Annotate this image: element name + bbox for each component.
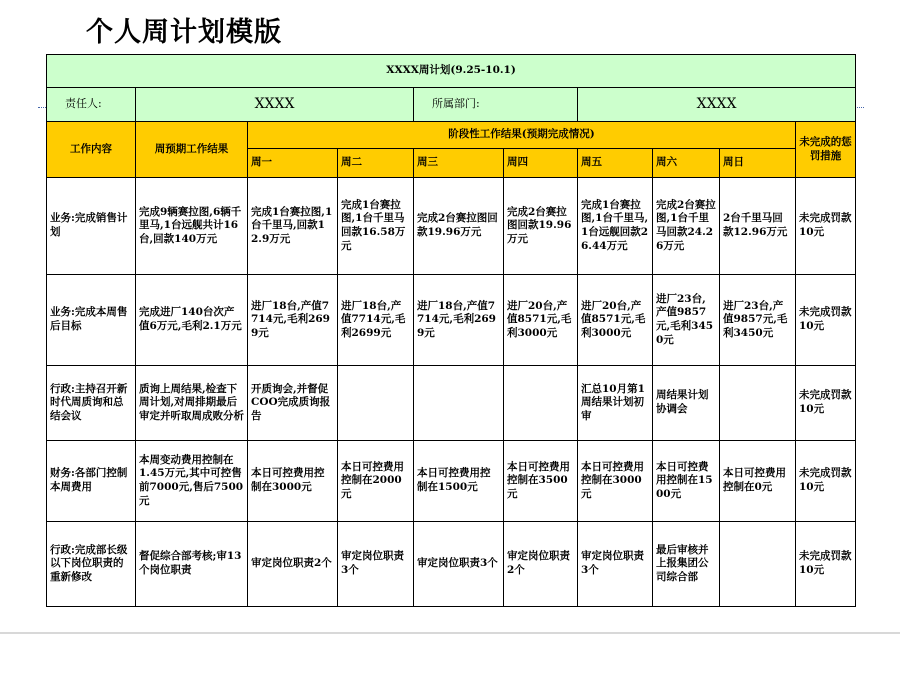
bottom-rule	[0, 632, 900, 634]
expected-cell: 督促综合部考核;审13个岗位职责	[136, 522, 248, 607]
penalty-cell: 未完成罚款10元	[796, 366, 856, 441]
weekly-plan-table	[46, 54, 856, 607]
expected-cell: 完成9辆赛拉图,6辆千里马,1台远舰共计16台,回款140万元	[136, 178, 248, 275]
day-cell: 本日可控费用控制在2000元	[338, 441, 414, 522]
day-cell: 进厂23台,产值9857元,毛利3450元	[653, 275, 720, 366]
day-cell: 进厂23台,产值9857元,毛利3450元	[720, 275, 796, 366]
day-cell: 最后审核并上报集团公司综合部	[653, 522, 720, 607]
owner-value: XXXX	[136, 88, 414, 122]
dept-value: XXXX	[578, 88, 856, 122]
header-day-thu: 周四	[504, 149, 578, 178]
expected-cell: 完成进厂140台次产值6万元,毛利2.1万元	[136, 275, 248, 366]
day-cell	[504, 366, 578, 441]
day-cell: 完成2台赛拉图回款19.96万元	[504, 178, 578, 275]
penalty-cell: 未完成罚款10元	[796, 178, 856, 275]
day-cell: 完成1台赛拉图,1台千里马,回款12.9万元	[248, 178, 338, 275]
day-cell	[338, 366, 414, 441]
work-cell: 行政:主持召开新时代周质询和总结会议	[47, 366, 136, 441]
table-row	[47, 178, 856, 275]
day-cell: 审定岗位职责2个	[248, 522, 338, 607]
day-cell: 进厂18台,产值7714元,毛利2699元	[248, 275, 338, 366]
work-cell: 财务:各部门控制本周费用	[47, 441, 136, 522]
day-cell: 进厂18台,产值7714元,毛利2699元	[414, 275, 504, 366]
day-cell: 审定岗位职责3个	[338, 522, 414, 607]
table-row	[47, 522, 856, 607]
day-cell: 本日可控费用控制在0元	[720, 441, 796, 522]
day-cell: 审定岗位职责3个	[414, 522, 504, 607]
header-day-sun: 周日	[720, 149, 796, 178]
header-penalty: 未完成的惩罚措施	[796, 122, 856, 178]
day-cell: 汇总10月第1周结果计划初审	[578, 366, 653, 441]
day-cell: 进厂18台,产值7714元,毛利2699元	[338, 275, 414, 366]
header-day-wed: 周三	[414, 149, 504, 178]
penalty-cell: 未完成罚款10元	[796, 441, 856, 522]
work-cell: 业务:完成销售计划	[47, 178, 136, 275]
day-cell: 完成1台赛拉图,1台千里马,1台远舰回款26.44万元	[578, 178, 653, 275]
day-cell: 本日可控费用控制在3000元	[578, 441, 653, 522]
header-day-tue: 周二	[338, 149, 414, 178]
header-work: 工作内容	[47, 122, 136, 178]
day-cell: 本日可控费用控制在1500元	[414, 441, 504, 522]
expected-cell: 本周变动费用控制在1.45万元,其中可控售前7000元,售后7500元	[136, 441, 248, 522]
page-title: 个人周计划模版	[86, 17, 282, 48]
day-cell: 本日可控费用控制在1500元	[653, 441, 720, 522]
day-cell: 审定岗位职责2个	[504, 522, 578, 607]
day-cell	[720, 366, 796, 441]
header-day-sat: 周六	[653, 149, 720, 178]
day-cell: 周结果计划协调会	[653, 366, 720, 441]
header-day-fri: 周五	[578, 149, 653, 178]
day-cell	[414, 366, 504, 441]
dept-label: 所属部门:	[414, 88, 578, 122]
header-stage: 阶段性工作结果(预期完成情况)	[248, 122, 796, 149]
day-cell: 完成2台赛拉图,1台千里马回款24.26万元	[653, 178, 720, 275]
day-cell: 本日可控费用控制在3000元	[248, 441, 338, 522]
work-cell: 业务:完成本周售后目标	[47, 275, 136, 366]
day-cell: 完成1台赛拉图,1台千里马回款16.58万元	[338, 178, 414, 275]
plan-title: XXXX周计划(9.25-10.1)	[47, 55, 856, 88]
day-cell	[720, 522, 796, 607]
day-cell: 2台千里马回款12.96万元	[720, 178, 796, 275]
day-cell: 开质询会,并督促COO完成质询报告	[248, 366, 338, 441]
table-row	[47, 366, 856, 441]
table-row	[47, 275, 856, 366]
table-row	[47, 441, 856, 522]
penalty-cell: 未完成罚款10元	[796, 275, 856, 366]
header-day-mon: 周一	[248, 149, 338, 178]
work-cell: 行政:完成部长级以下岗位职责的重新修改	[47, 522, 136, 607]
day-cell: 审定岗位职责3个	[578, 522, 653, 607]
day-cell: 进厂20台,产值8571元,毛利3000元	[578, 275, 653, 366]
penalty-cell: 未完成罚款10元	[796, 522, 856, 607]
day-cell: 进厂20台,产值8571元,毛利3000元	[504, 275, 578, 366]
day-cell: 本日可控费用控制在3500元	[504, 441, 578, 522]
owner-label: 责任人:	[47, 88, 136, 122]
header-expected: 周预期工作结果	[136, 122, 248, 178]
expected-cell: 质询上周结果,检查下周计划,对周排期最后审定并听取周成败分析	[136, 366, 248, 441]
day-cell: 完成2台赛拉图回款19.96万元	[414, 178, 504, 275]
